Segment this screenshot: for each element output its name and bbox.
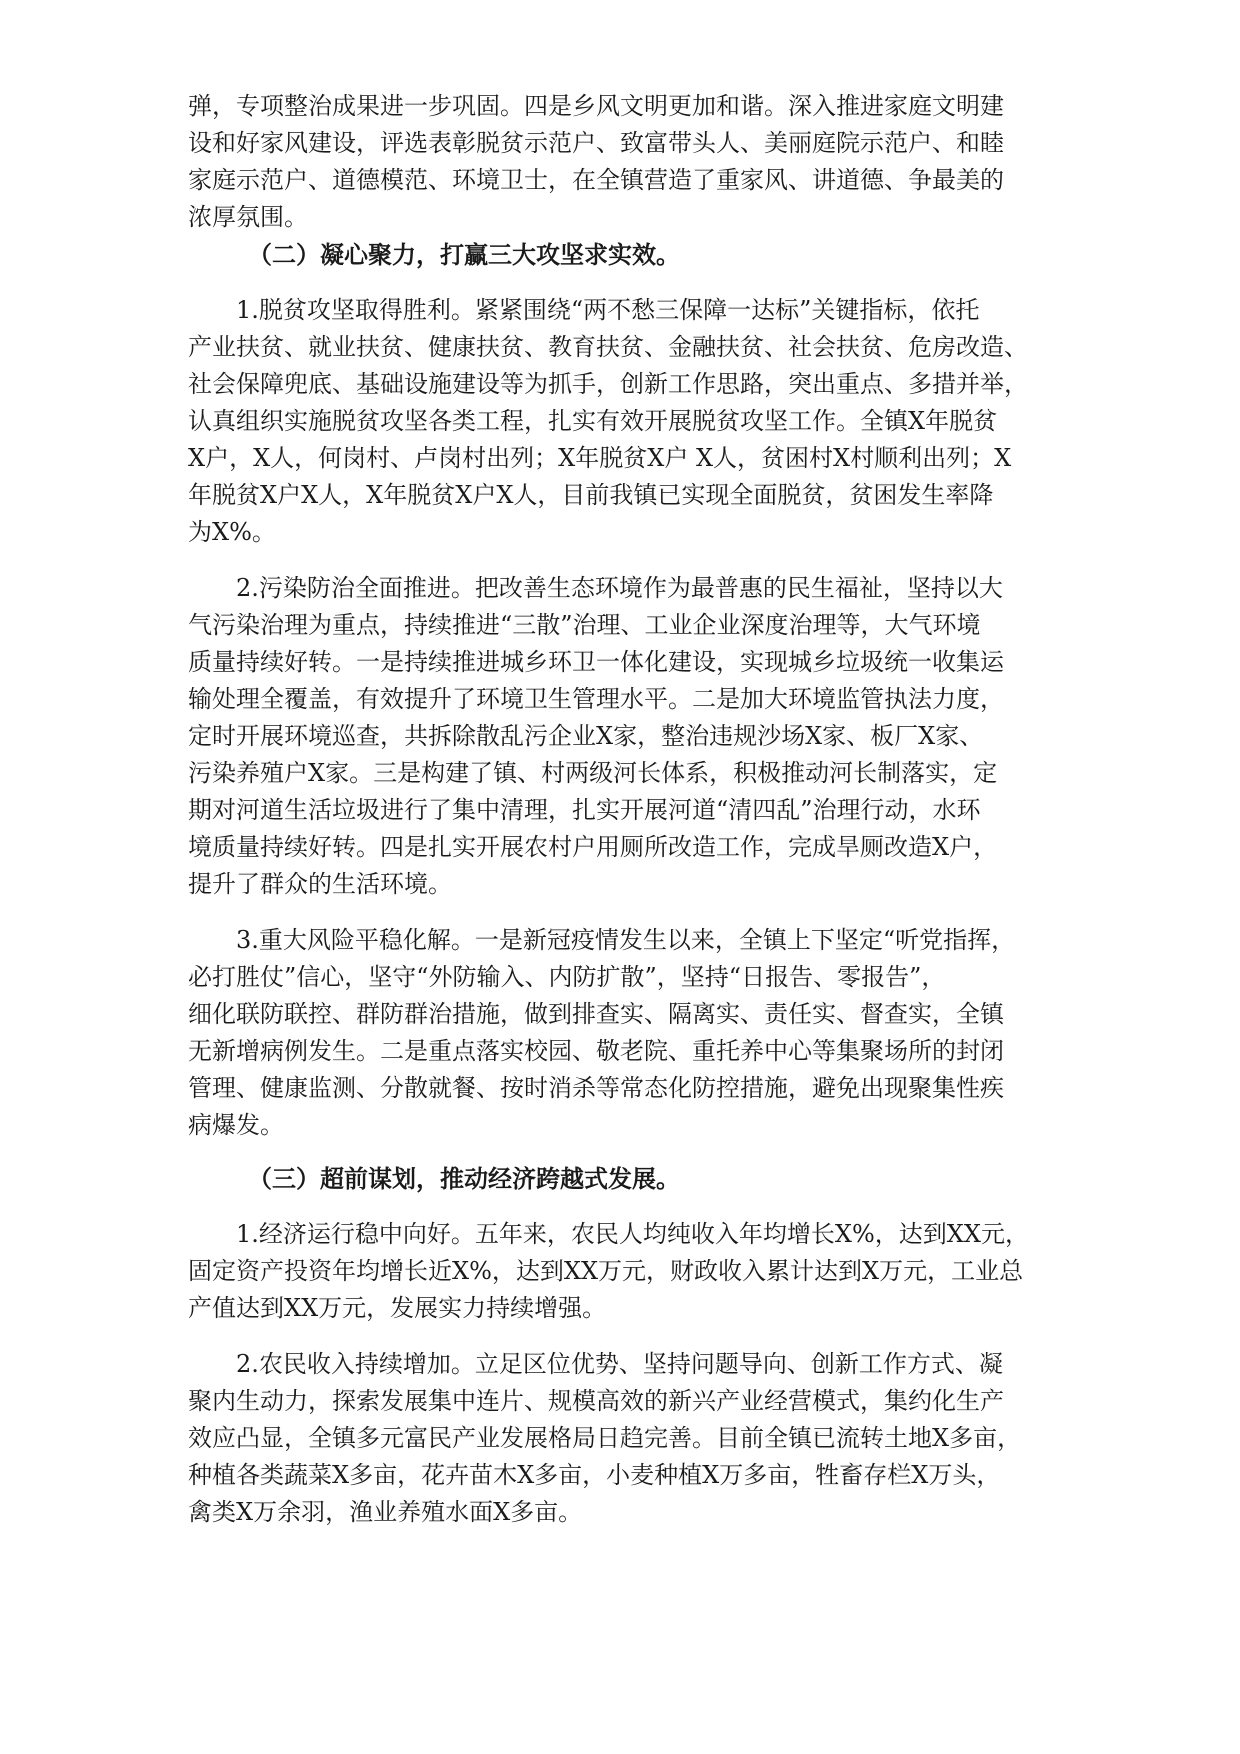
text-line: 3.重大风险平稳化解。一是新冠疫情发生以来，全镇上下坚定“听党指挥，: [236, 926, 1016, 954]
text-line: 社会保障兜底、基础设施建设等为抓手，创新工作思路，突出重点、多措并举，: [188, 370, 1028, 398]
text-line: 种植各类蔬菜X多亩，花卉苗木X多亩，小麦种植X万多亩，牲畜存栏X万头，: [188, 1461, 1001, 1489]
text-line: 年脱贫X户X人，X年脱贫X户X人，目前我镇已实现全面脱贫，贫困发生率降: [188, 481, 994, 509]
text-line: 定时开展环境巡查，共拆除散乱污企业X家，整治违规沙场X家、板厂X家、: [188, 722, 984, 750]
section-heading-two: （二）凝心聚力，打赢三大攻坚求实效。: [248, 240, 680, 269]
text-line: 为X%。: [188, 518, 276, 546]
text-line: 1.脱贫攻坚取得胜利。紧紧围绕“两不愁三保障一达标”关键指标，依托: [236, 296, 980, 324]
text-line: 产业扶贫、就业扶贫、健康扶贫、教育扶贫、金融扶贫、社会扶贫、危房改造、: [188, 333, 1028, 361]
text-line: 1.经济运行稳中向好。五年来，农民人均纯收入年均增长X%，达到XX元，: [236, 1220, 1029, 1248]
text-line: 固定资产投资年均增长近X%，达到XX万元，财政收入累计达到X万元，工业总: [188, 1257, 1024, 1285]
text-line: 气污染治理为重点，持续推进“三散”治理、工业企业深度治理等，大气环境: [188, 611, 981, 639]
text-line: 聚内生动力，探索发展集中连片、规模高效的新兴产业经营模式，集约化生产: [188, 1387, 1004, 1415]
text-line: 家庭示范户、道德模范、环境卫士，在全镇营造了重家风、讲道德、争最美的: [188, 166, 1004, 194]
text-line: 2.污染防治全面推进。把改善生态环境作为最普惠的民生福祉，坚持以大: [236, 574, 1003, 602]
text-line: 细化联防联控、群防群治措施，做到排查实、隔离实、责任实、督查实，全镇: [188, 1000, 1004, 1028]
paragraph-economic-operation: [188, 1216, 1056, 1327]
text-line: 质量持续好转。一是持续推进城乡环卫一体化建设，实现城乡垃圾统一收集运: [188, 648, 1004, 676]
text-line: 无新增病例发生。二是重点落实校园、敬老院、重托养中心等集聚场所的封闭: [188, 1037, 1004, 1065]
text-line: 禽类X万余羽，渔业养殖水面X多亩。: [188, 1498, 583, 1526]
document-body: [188, 88, 1056, 1531]
paragraph-pollution-control: [188, 570, 1056, 903]
text-line: 产值达到XX万元，发展实力持续增强。: [188, 1294, 607, 1322]
section-heading-three: （三）超前谋划，推动经济跨越式发展。: [248, 1164, 680, 1193]
text-line: 病爆发。: [188, 1111, 284, 1139]
text-line: 弹，专项整治成果进一步巩固。四是乡风文明更加和谐。深入推进家庭文明建: [188, 92, 1004, 120]
paragraph-major-risks: [188, 922, 1056, 1144]
text-line: 期对河道生活垃圾进行了集中清理，扎实开展河道“清四乱”治理行动，水环: [188, 796, 981, 824]
text-line: X户，X人，何岗村、卢岗村出列；X年脱贫X户 X人，贫困村X村顺利出列；X: [188, 444, 1012, 472]
text-line: 境质量持续好转。四是扎实开展农村户用厕所改造工作，完成旱厕改造X户，: [188, 833, 998, 861]
text-line: 管理、健康监测、分散就餐、按时消杀等常态化防控措施，避免出现聚集性疾: [188, 1074, 1004, 1102]
paragraph-farmer-income: [188, 1346, 1056, 1531]
text-line: 2.农民收入持续增加。立足区位优势、坚持问题导向、创新工作方式、凝: [236, 1350, 1003, 1378]
text-line: 认真组织实施脱贫攻坚各类工程，扎实有效开展脱贫攻坚工作。全镇X年脱贫: [188, 407, 998, 435]
text-line: 污染养殖户X家。三是构建了镇、村两级河长体系，积极推动河长制落实，定: [188, 759, 998, 787]
text-line: 浓厚氛围。: [188, 203, 308, 231]
text-line: 提升了群众的生活环境。: [188, 870, 452, 898]
text-line: 效应凸显，全镇多元富民产业发展格局日趋完善。目前全镇已流转土地X多亩，: [188, 1424, 1022, 1452]
text-line: 必打胜仗”信心，坚守“外防输入、内防扩散”，坚持“日报告、零报告”，: [188, 963, 946, 991]
paragraph-poverty-alleviation: [188, 292, 1056, 551]
text-line: 设和好家风建设，评选表彰脱贫示范户、致富带头人、美丽庭院示范户、和睦: [188, 129, 1004, 157]
text-line: 输处理全覆盖，有效提升了环境卫生管理水平。二是加大环境监管执法力度，: [188, 685, 1004, 713]
paragraph-rural-civilization: [188, 88, 1056, 236]
